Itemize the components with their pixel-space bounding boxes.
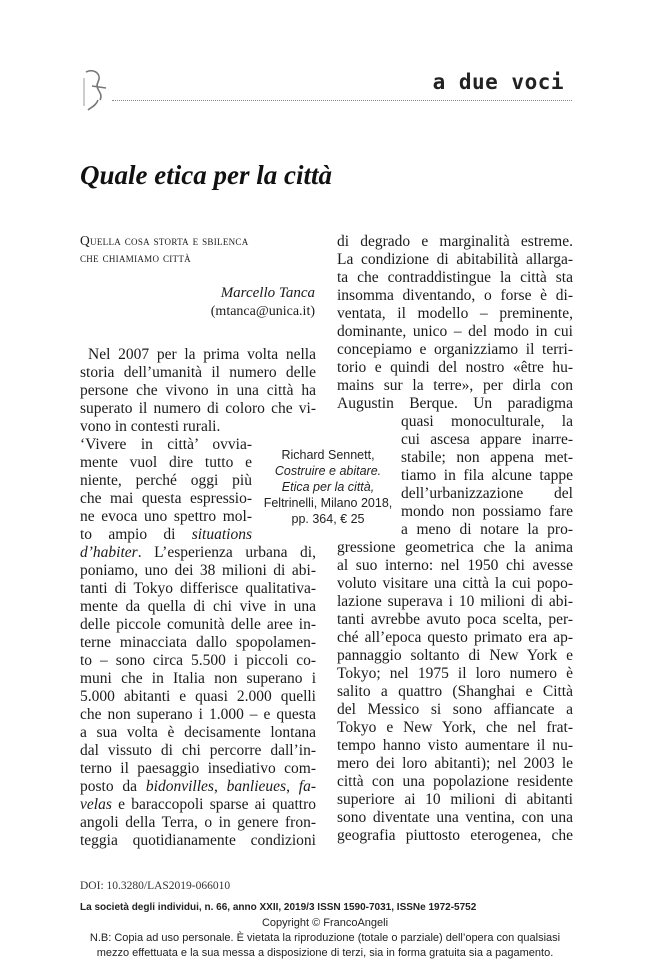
doi-reference[interactable]: DOI: 10.3280/LAS2019-066010 (80, 880, 231, 892)
body-line: teggia quotidianamente condizioni (80, 832, 316, 849)
body-line: posto da bidonvilles, banlieues, fa- (80, 778, 316, 795)
body-line: ventata, il modello – preminente, (337, 305, 573, 322)
body-line: dal vissuto di chi percorre dall’in- (80, 742, 316, 759)
subhead-line: Quella cosa storta e sbilenca (80, 233, 249, 248)
journal-citation: La società degli individui, n. 66, anno XXII, 2019/3 ISSN 1590-7031, ISSNe 1972-5752 (80, 902, 477, 913)
body-line: d’habiter. L’esperienza urbana di, (80, 544, 316, 561)
body-line: cui ascesa appare inarre- (401, 431, 573, 448)
body-line: voluto visitare una città la cui popo- (337, 575, 573, 592)
body-line: poniamo, uno dei 38 milioni di abi- (80, 562, 316, 579)
body-line: velas e baraccopoli sparse ai quattro (80, 796, 316, 813)
body-line: delle piccole comunità delle aree in- (80, 616, 316, 633)
body-line: salito a quattro (Shanghai e Città (337, 683, 573, 700)
article-subhead (80, 232, 320, 266)
book-author: Richard Sennett, (281, 448, 375, 462)
body-line: dell’urbanizzazione del (401, 485, 573, 502)
body-line: niente, perché oggi più (80, 472, 252, 489)
body-line: to – sono circa 5.500 i piccoli co- (80, 652, 316, 669)
body-line: muni che in Italia non superano i (80, 670, 316, 687)
body-line-italic-end: to ampio di situations (80, 526, 252, 543)
body-line: ta che contraddistingue la città sta (337, 269, 573, 286)
body-line: Nel 2007 per la prima volta nella (88, 346, 316, 363)
body-line: vono in contesti rurali. (80, 418, 221, 435)
book-reference-box (262, 447, 394, 527)
body-line: di degrado e marginalità estreme. (337, 233, 573, 250)
usage-notice-line: mezzo effettuata e la sua messa a disposizione di terzi, sia in forma gratuita sia a pagamento. (96, 947, 554, 959)
book-publisher: Feltrinelli, Milano 2018, (263, 496, 393, 510)
book-pages-price: pp. 364, € 25 (291, 512, 365, 526)
body-line: tiamo in fila alcune tappe (401, 467, 573, 484)
body-line: pannaggio soltanto di New York e (337, 647, 573, 664)
body-line: insomma diventando, o forse è di- (337, 287, 573, 304)
body-line: storia dell’umanità il numero delle (80, 364, 316, 381)
body-line: a meno di notare la pro- (401, 521, 573, 538)
body-column-right (337, 233, 573, 845)
body-line: torio e quindi del nostro «être hu- (337, 359, 573, 376)
body-line: mente vuol dire tutto e (80, 454, 252, 471)
body-column-left (80, 346, 316, 850)
body-line: angoli della Terra, o in genere fron- (80, 814, 316, 831)
body-line: tanti avrebbe avuto poca scelta, per- (337, 611, 573, 628)
body-line: superato il numero di coloro che vi- (80, 400, 316, 417)
body-line: ché all’epoca questo primato era ap- (337, 629, 573, 646)
body-line: quasi monoculturale, la (401, 413, 573, 430)
body-line: terne minacciata dallo spopolamen- (80, 634, 316, 651)
section-label: a due voci (432, 70, 564, 94)
body-line: ne evoca uno spettro mol- (80, 508, 252, 525)
body-line: stabile; non appena met- (401, 449, 573, 466)
book-title: Costruire e abitare. (274, 464, 382, 478)
body-line: mero dei loro abitanti); nel 2003 le (337, 755, 573, 772)
header-rule (112, 100, 572, 101)
section-logo-icon (80, 66, 116, 112)
body-line: tanti di Tokyo differisce qualitativa- (80, 580, 316, 597)
body-line: 5.000 abitanti e quasi 2.000 quelli (80, 688, 316, 705)
body-line: lazione superava i 10 milioni di abi- (337, 593, 573, 610)
body-line: sono diventate una ventina, con una (337, 809, 573, 826)
copyright-line: Copyright © FrancoAngeli (261, 917, 389, 929)
body-line: tempo hanno visto aumentare il nu- (337, 737, 573, 754)
author-name: Marcello Tanca (220, 285, 315, 301)
body-line: Augustin Berque. Un paradigma (337, 395, 573, 412)
body-line: ‘Vivere in città’ ovvia- (80, 436, 252, 453)
body-line: superiore ai 10 milioni di abitanti (337, 791, 573, 808)
body-line: al suo interno: nel 1950 chi avesse (337, 557, 573, 574)
article-title: Quale etica per la città (80, 160, 332, 190)
body-line: mondo non possiamo fare (401, 503, 573, 520)
body-line: del Messico si sono affiancate a (337, 701, 573, 718)
author-email[interactable]: (mtanca@unica.it) (210, 304, 315, 319)
body-line: concepiamo e organizziamo il terri- (337, 341, 573, 358)
body-line: a sua volta è decisamente lontana (80, 724, 316, 741)
body-line: mains sur la terre», per dirla con (337, 377, 573, 394)
usage-notice (20, 931, 630, 961)
book-subtitle: Etica per la città, (281, 480, 375, 494)
subhead-line: che chiamiamo città (80, 250, 191, 265)
usage-notice-line: N.B: Copia ad uso personale. È vietata la riproduzione (totale o parziale) dell’opera con qualsiasi (89, 932, 561, 944)
body-line: città con una popolazione residente (337, 773, 573, 790)
body-line: che non superano i 1.000 – e questa (80, 706, 316, 723)
body-line: dominante, unico – del modo in cui (337, 323, 573, 340)
body-line: che mai questa espressio- (80, 490, 252, 507)
body-line: Tokyo; nel 1975 il loro numero è (337, 665, 573, 682)
body-line: persone che vivono in una città ha (80, 382, 316, 399)
body-line: mente da quella di chi vive in una (80, 598, 316, 615)
body-line: Tokyo e New York, che nel frat- (337, 719, 573, 736)
body-line: terno il paesaggio insediativo com- (80, 760, 316, 777)
body-line: La condizione di abitabilità allarga- (337, 251, 573, 268)
body-line: geografia piuttosto eterogenea, che (337, 827, 573, 844)
body-line: gressione geometrica che la anima (337, 539, 573, 556)
